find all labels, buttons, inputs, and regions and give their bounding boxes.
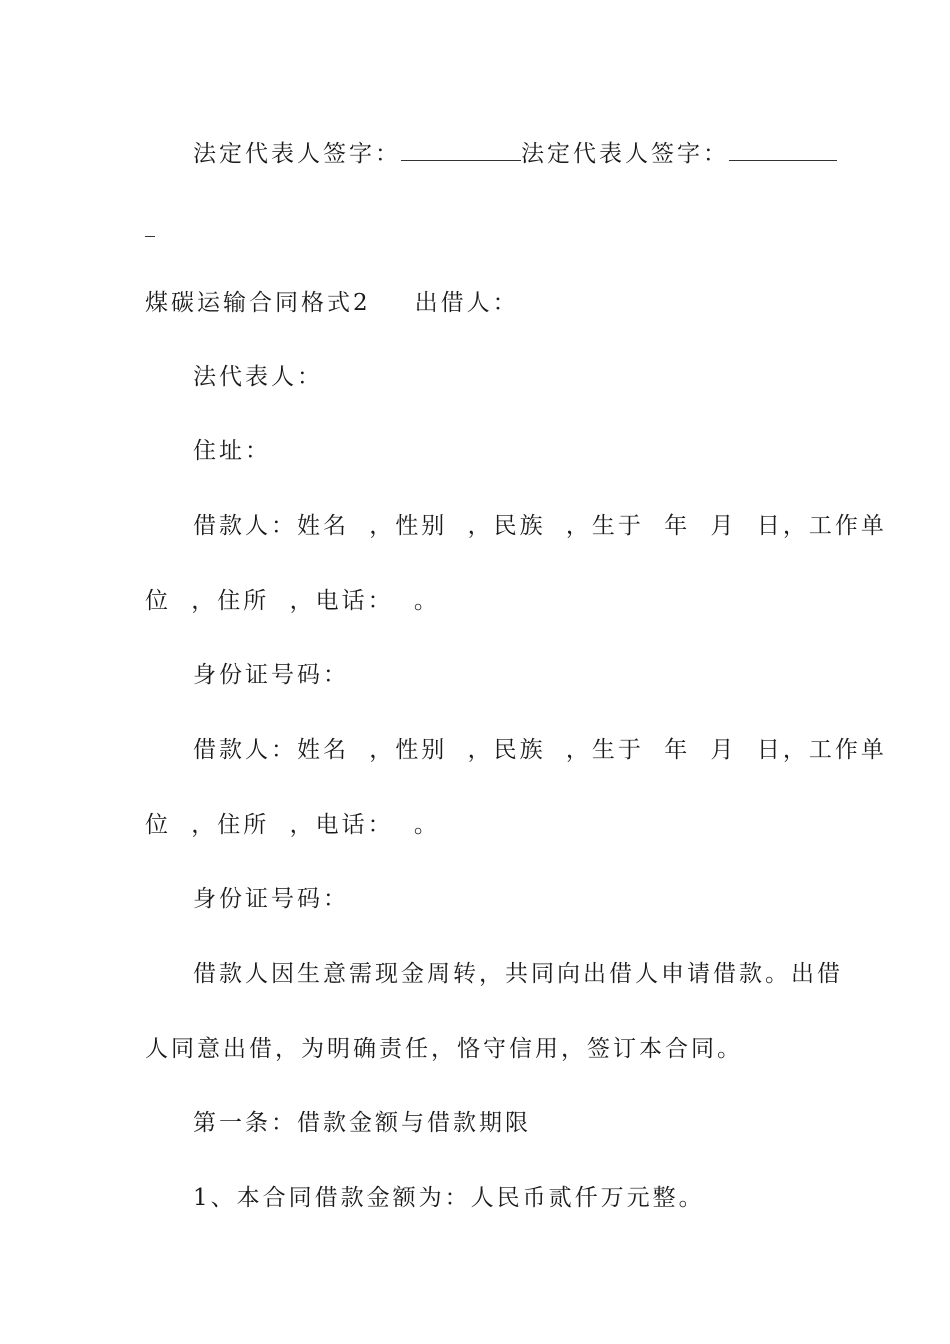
signature-label-b: 法定代表人签字： (521, 141, 729, 167)
contract-title: 煤碳运输合同格式2 (145, 290, 371, 316)
lender-label: 出借人： (414, 290, 519, 316)
borrower1-line1: 借款人：姓名 ，性别 ，民族 ，生于 年 月 日，工作单 (193, 513, 887, 539)
purpose-line1: 借款人因生意需现金周转，共同向出借人申请借款。出借 (193, 961, 843, 987)
legal-rep-label: 法代表人： (193, 364, 323, 390)
address-label: 住址： (193, 438, 271, 464)
borrower1-id: 身份证号码： (193, 662, 349, 688)
borrower2-id: 身份证号码： (193, 886, 349, 912)
signature-label-a: 法定代表人签字： (193, 141, 401, 167)
signature-blank-a (401, 138, 521, 161)
borrower2-line2: 位 ，住所 ，电话： 。 (145, 812, 440, 838)
article1-item1: 1、本合同借款金额为：人民币贰仟万元整。 (193, 1185, 705, 1211)
article1-heading: 第一条：借款金额与借款期限 (193, 1110, 531, 1136)
signature-row (193, 138, 837, 169)
borrower2-line1: 借款人：姓名 ，性别 ，民族 ，生于 年 月 日，工作单 (193, 737, 887, 763)
signature-blank-b (729, 138, 837, 161)
purpose-line2: 人同意出借，为明确责任，恪守信用，签订本合同。 (145, 1036, 743, 1062)
title-row (145, 288, 519, 318)
borrower1-line2: 位 ，住所 ，电话： 。 (145, 588, 440, 614)
signature-blank-overflow (145, 214, 155, 245)
